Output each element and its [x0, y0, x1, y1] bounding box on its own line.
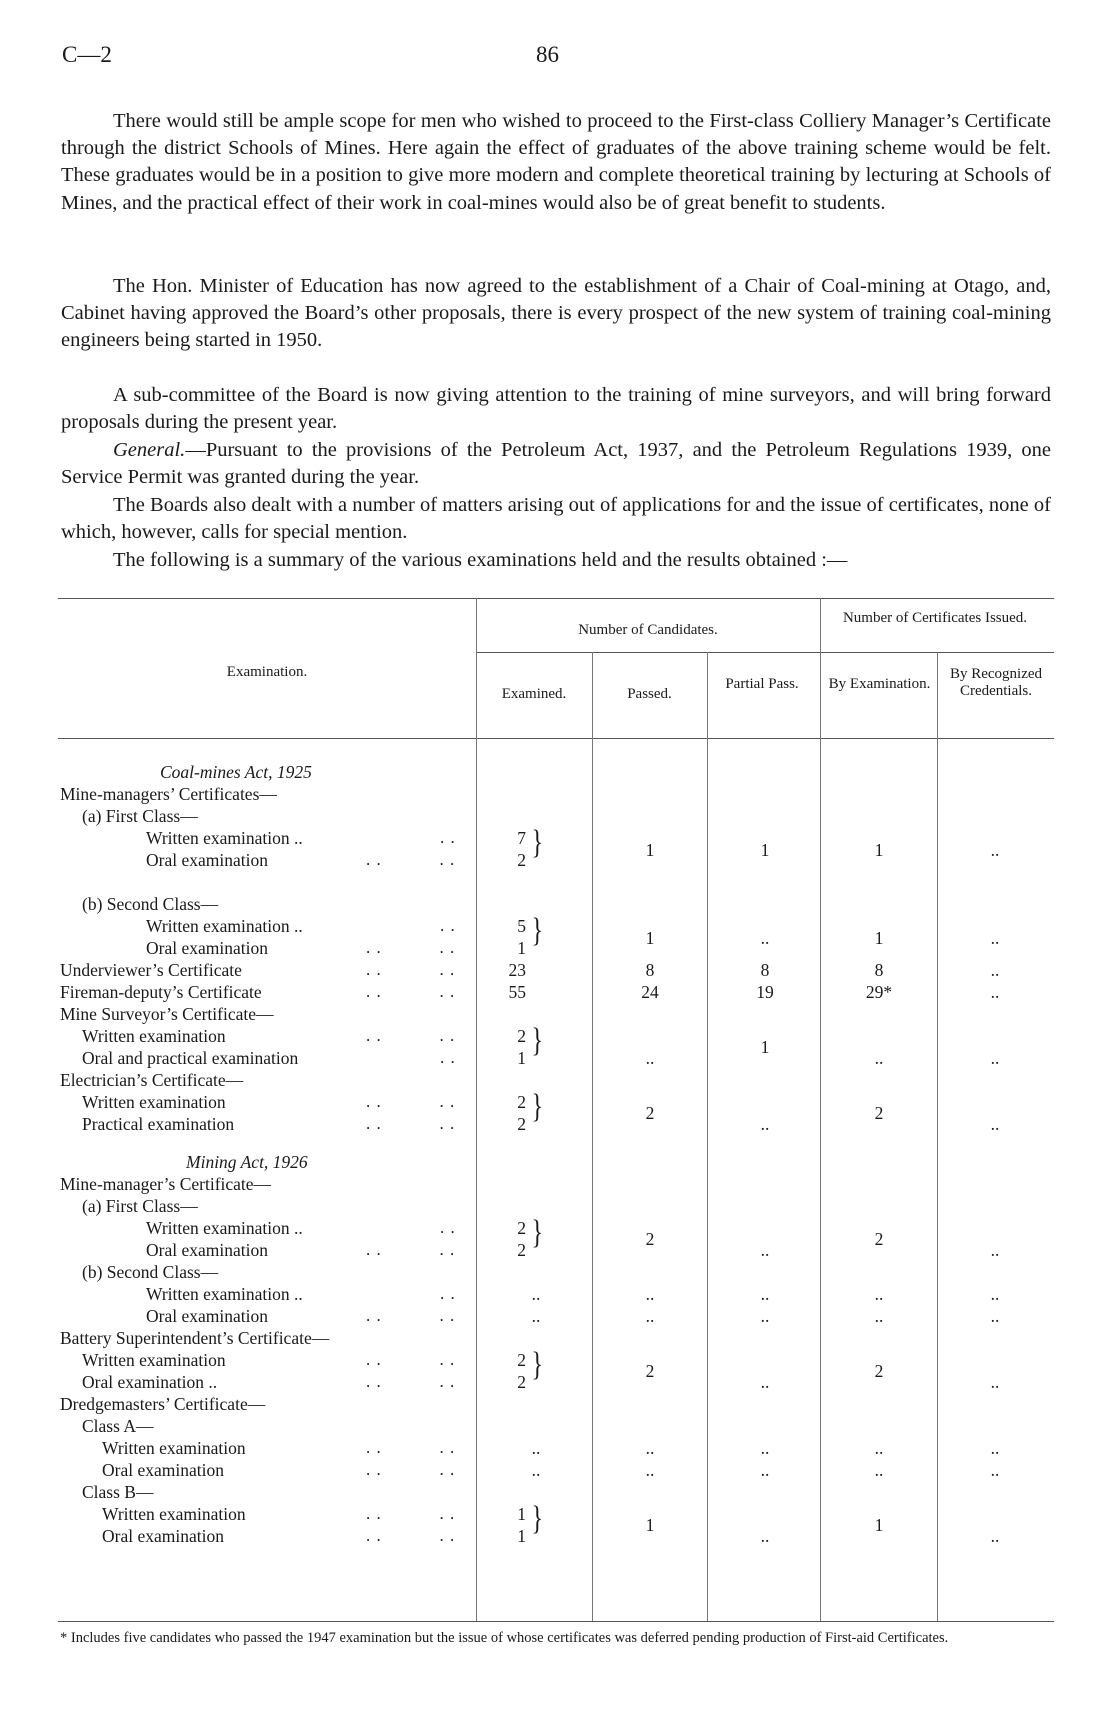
- cell-by-recognized: ..: [990, 1460, 1000, 1480]
- leader-dots: . . . .: [366, 1460, 456, 1479]
- cell-by-recognized: ..: [990, 840, 1000, 860]
- cell-by-exam: 2: [874, 1361, 884, 1381]
- cell-partial: ..: [760, 1526, 770, 1546]
- row-label: Class A—: [82, 1416, 154, 1436]
- paragraph-3: A sub-committee of the Board is now giving attention to the training of mine surveyors, and will bring forward proposals during the present year.: [61, 384, 1051, 434]
- row-label: Oral examination: [146, 1306, 268, 1326]
- leader-dots: . . . .: [366, 1306, 456, 1325]
- cell-passed: ..: [645, 1460, 655, 1480]
- act-heading: Mining Act, 1926: [186, 1152, 308, 1172]
- cell-by-exam: ..: [874, 1284, 884, 1304]
- row-label: Underviewer’s Certificate: [60, 960, 242, 980]
- cell-by-exam: 1: [874, 1515, 884, 1535]
- cell-by-recognized: ..: [990, 1306, 1000, 1326]
- header-by-recognized: By Recognized Credentials.: [949, 666, 1043, 699]
- cell-examined: ..: [531, 1284, 541, 1304]
- cell-examined: 2: [517, 1092, 526, 1112]
- cell-examined: 2: [517, 1026, 526, 1046]
- cell-by-exam: 1: [874, 928, 884, 948]
- paragraph-2: The Hon. Minister of Education has now agreed to the establishment of a Chair of Coal-mining at Otago, and, Cabinet having approved the Board’s other proposals, there is every prospect of the new system of training coal-mining engineers being started in 1950.: [61, 275, 1051, 352]
- header-bottom-rule: [58, 738, 1054, 739]
- row-label: Written examination ..: [146, 828, 303, 848]
- cell-passed: ..: [645, 1048, 655, 1068]
- cell-by-recognized: ..: [990, 1240, 1000, 1260]
- cell-examined: ..: [531, 1306, 541, 1326]
- cell-by-recognized: ..: [990, 982, 1000, 1002]
- leader-dots: . . . .: [366, 1026, 456, 1045]
- row-label: Class B—: [82, 1482, 154, 1502]
- paragraph-4: General.—Pursuant to the provisions of the Petroleum Act, 1937, and the Petroleum Regulations 1939, one Service Permit was granted during the year.: [61, 439, 1051, 489]
- leader-dots: . .: [440, 1218, 456, 1237]
- cell-passed: ..: [645, 1438, 655, 1458]
- col-divider: [820, 598, 821, 1621]
- leader-dots: . . . .: [366, 1438, 456, 1457]
- cell-partial: ..: [760, 928, 770, 948]
- cell-passed: ..: [645, 1306, 655, 1326]
- cell-partial: ..: [760, 1306, 770, 1326]
- row-label: Fireman-deputy’s Certificate: [60, 982, 262, 1002]
- cell-by-recognized: ..: [990, 1438, 1000, 1458]
- cell-examined: 1: [517, 1526, 526, 1546]
- leader-dots: . . . .: [366, 982, 456, 1001]
- leader-dots: . . . .: [366, 938, 456, 957]
- cell-passed: ..: [645, 1284, 655, 1304]
- leader-dots: . . . .: [366, 1092, 456, 1111]
- row-label: Electrician’s Certificate—: [60, 1070, 244, 1090]
- leader-dots: . . . .: [366, 1240, 456, 1259]
- cell-by-recognized: ..: [990, 1526, 1000, 1546]
- footnote: * Includes five candidates who passed the 1947 examination but the issue of whose certificates was deferred pending production of First-aid Certificates.: [60, 1630, 949, 1646]
- row-label: Oral examination: [102, 1460, 224, 1480]
- row-label: Written examination ..: [146, 1284, 303, 1304]
- leader-dots: . .: [440, 1048, 456, 1067]
- cell-by-exam: ..: [874, 1438, 884, 1458]
- cell-passed: 2: [645, 1103, 655, 1123]
- cell-passed: 24: [641, 982, 659, 1002]
- leader-dots: . .: [440, 1284, 456, 1303]
- leader-dots: . .: [440, 916, 456, 935]
- cell-by-recognized: ..: [990, 928, 1000, 948]
- cell-partial: 8: [760, 960, 770, 980]
- col-divider: [476, 598, 477, 1621]
- cell-examined: 5: [517, 916, 526, 936]
- cell-passed: 2: [645, 1361, 655, 1381]
- table-top-rule: [58, 598, 1054, 599]
- row-label: Written examination ..: [146, 1218, 303, 1238]
- brace: }: [531, 1022, 543, 1059]
- row-label: Written examination: [82, 1092, 226, 1112]
- cell-examined: 2: [517, 1114, 526, 1134]
- row-label: Oral examination ..: [82, 1372, 218, 1392]
- leader-dots: . .: [440, 828, 456, 847]
- cell-examined: 2: [517, 1240, 526, 1260]
- cell-by-recognized: ..: [990, 1114, 1000, 1134]
- leader-dots: . . . .: [366, 850, 456, 869]
- cell-by-exam: 2: [874, 1103, 884, 1123]
- cell-by-recognized: ..: [990, 1284, 1000, 1304]
- leader-dots: . . . .: [366, 1372, 456, 1391]
- cell-passed: 2: [645, 1229, 655, 1249]
- header-certificates: Number of Certificates Issued.: [842, 610, 1028, 626]
- cell-by-exam: 29*: [865, 982, 893, 1002]
- cell-examined: 1: [517, 938, 526, 958]
- row-label: (b) Second Class—: [82, 1262, 219, 1282]
- cell-partial: 1: [760, 840, 770, 860]
- cell-partial: ..: [760, 1438, 770, 1458]
- leader-dots: . . . .: [366, 1504, 456, 1523]
- header-candidates: Number of Candidates.: [578, 622, 718, 638]
- col-divider: [707, 652, 708, 1621]
- cell-by-exam: ..: [874, 1460, 884, 1480]
- paragraph-6: The following is a summary of the various examinations held and the results obtained :—: [113, 549, 848, 571]
- row-label: Practical examination: [82, 1114, 235, 1134]
- paragraph-1: There would still be ample scope for men who wished to proceed to the First-class Colliery Manager’s Certificate through the district Schools of Mines. Here again the effect of graduates of the above training scheme would be felt. These graduates would be in a position to give more modern and complete theoretical training by lecturing at Schools of Mines, and the practical effect of their work in coal-mines would also be of great benefit to students.: [61, 110, 1051, 214]
- col-divider: [937, 652, 938, 1621]
- act-heading: Coal-mines Act, 1925: [160, 762, 312, 782]
- cell-by-recognized: ..: [990, 1372, 1000, 1392]
- cell-examined: 2: [517, 1218, 526, 1238]
- brace: }: [531, 1214, 543, 1251]
- cell-examined: 2: [517, 850, 526, 870]
- leader-dots: . . . .: [366, 960, 456, 979]
- cell-examined: 7: [517, 828, 526, 848]
- cell-examined: ..: [531, 1438, 541, 1458]
- table-bottom-rule: [58, 1621, 1054, 1622]
- cell-by-exam: 1: [874, 840, 884, 860]
- group-rule: [476, 652, 1054, 653]
- cell-examined: 2: [517, 1372, 526, 1392]
- row-label: Written examination: [82, 1026, 226, 1046]
- page-number: 86: [536, 42, 559, 67]
- cell-examined: 1: [517, 1048, 526, 1068]
- brace: }: [531, 1346, 543, 1383]
- paragraph-5: The Boards also dealt with a number of matters arising out of applications for and the issue of certificates, none of which, however, calls for special mention.: [61, 494, 1051, 544]
- brace: }: [531, 1088, 543, 1125]
- cell-partial: ..: [760, 1284, 770, 1304]
- cell-partial: ..: [760, 1114, 770, 1134]
- cell-by-exam: 8: [874, 960, 884, 980]
- row-label: Mine-managers’ Certificates—: [60, 784, 277, 804]
- cell-examined: 2: [517, 1350, 526, 1370]
- row-label: Oral examination: [102, 1526, 224, 1546]
- cell-by-recognized: ..: [990, 960, 1000, 980]
- row-label: Oral examination: [146, 850, 268, 870]
- row-label: (b) Second Class—: [82, 894, 219, 914]
- brace: }: [531, 912, 543, 949]
- cell-passed: 8: [645, 960, 655, 980]
- header-by-exam: By Examination.: [828, 676, 931, 692]
- row-label: Mine Surveyor’s Certificate—: [60, 1004, 274, 1024]
- brace: }: [531, 824, 543, 861]
- header-partial: Partial Pass.: [725, 676, 799, 692]
- cell-by-exam: 2: [874, 1229, 884, 1249]
- row-label: (a) First Class—: [82, 806, 198, 826]
- leader-dots: . . . .: [366, 1350, 456, 1369]
- row-label: Battery Superintendent’s Certificate—: [60, 1328, 330, 1348]
- col-divider: [592, 652, 593, 1621]
- row-label: Written examination: [102, 1438, 246, 1458]
- cell-partial: 19: [756, 982, 774, 1002]
- brace: }: [531, 1500, 543, 1537]
- row-label: Written examination: [82, 1350, 226, 1370]
- running-header-left: C—2: [62, 42, 112, 67]
- row-label: Written examination ..: [146, 916, 303, 936]
- cell-examined: ..: [531, 1460, 541, 1480]
- header-examination: Examination.: [226, 664, 308, 680]
- cell-partial: ..: [760, 1372, 770, 1392]
- cell-partial: ..: [760, 1240, 770, 1260]
- cell-passed: 1: [645, 1515, 655, 1535]
- header-examined: Examined.: [501, 686, 567, 702]
- cell-passed: 1: [645, 928, 655, 948]
- cell-examined: 55: [508, 982, 526, 1002]
- header-passed: Passed.: [627, 686, 672, 702]
- cell-by-exam: ..: [874, 1048, 884, 1068]
- cell-examined: 23: [508, 960, 526, 980]
- row-label: Oral examination: [146, 938, 268, 958]
- leader-dots: . . . .: [366, 1114, 456, 1133]
- cell-by-recognized: ..: [990, 1048, 1000, 1068]
- row-label: Written examination: [102, 1504, 246, 1524]
- row-label: Oral examination: [146, 1240, 268, 1260]
- general-lead: General.: [113, 439, 186, 461]
- row-label: Mine-manager’s Certificate—: [60, 1174, 272, 1194]
- row-label: Oral and practical examination: [82, 1048, 299, 1068]
- cell-partial: ..: [760, 1460, 770, 1480]
- cell-examined: 1: [517, 1504, 526, 1524]
- cell-by-exam: ..: [874, 1306, 884, 1326]
- cell-partial: 1: [760, 1037, 770, 1057]
- row-label: (a) First Class—: [82, 1196, 198, 1216]
- row-label: Dredgemasters’ Certificate—: [60, 1394, 266, 1414]
- cell-passed: 1: [645, 840, 655, 860]
- leader-dots: . . . .: [366, 1526, 456, 1545]
